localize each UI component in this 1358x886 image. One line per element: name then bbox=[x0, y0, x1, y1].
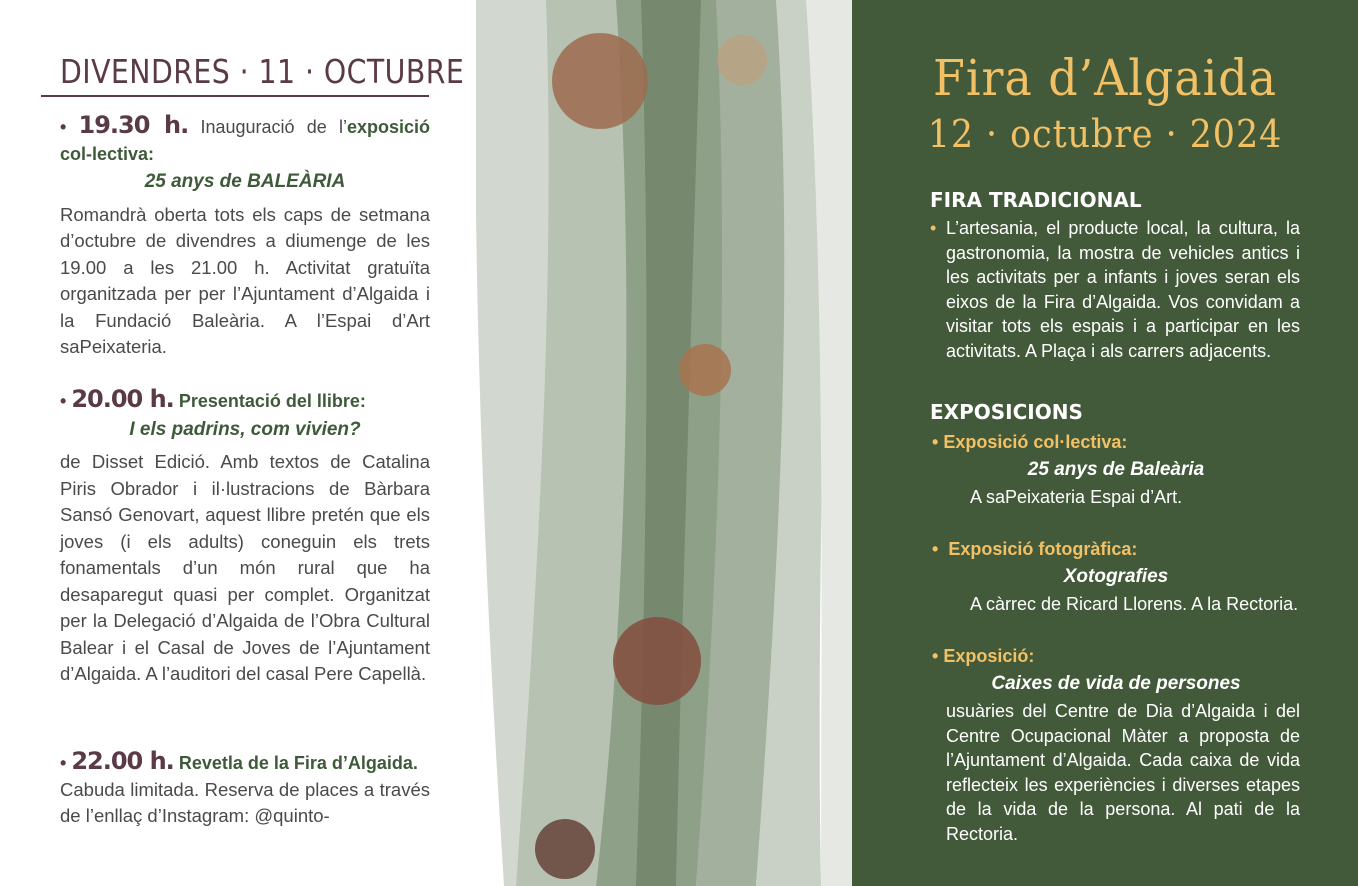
exhibition-label: Exposició col·lectiva: bbox=[943, 432, 1128, 452]
right-panel bbox=[852, 0, 1358, 886]
bullet: • bbox=[932, 646, 939, 666]
day-title: DIVENDRES · 11 · OCTUBRE bbox=[60, 52, 465, 91]
event-time: 20.00 h. bbox=[71, 385, 174, 413]
event-lead: Inauguració de l’ bbox=[200, 117, 347, 137]
section-body-fira bbox=[930, 216, 1300, 363]
bullet: • bbox=[932, 539, 939, 559]
bullet: • bbox=[932, 432, 939, 452]
event-subtitle: 25 anys de BALEÀRIA bbox=[144, 171, 346, 192]
left-panel bbox=[0, 0, 476, 886]
section-heading-fira: FIRA TRADICIONAL bbox=[930, 188, 1142, 212]
section-heading-exposicions: EXPOSICIONS bbox=[930, 400, 1083, 424]
event-body: Romandrà oberta tots els caps de setmana d’octubre de divendres a diumenge de les 19.00 a les 21.00 h. Activitat gratuïta organitzada per per l’Ajuntament d’Algaida i la Fundació Baleària. A l’Espai d’Art saPeixateria. bbox=[60, 203, 430, 357]
exhibition-title: 25 anys de Baleària bbox=[1027, 459, 1205, 480]
event-lead-bold: Revetla de la Fira d’Algaida. bbox=[178, 753, 418, 773]
stripes-artwork bbox=[476, 0, 852, 886]
bullet: • bbox=[60, 117, 67, 137]
event-body: de Disset Edició. Amb textos de Catalina Piris Obrador i il·lustracions de Bàrbara Sansó Genovart, aquest llibre pretén que els joves (i els adults) coneguin els trets fonamentals d’un món rural que ha desaparegut quasi per complet. Organitzat per la Delegació d’Algaida de l’Obra Cultural Balear i el Casal de Joves de l’Ajuntament d’Algaida. A l’auditori del casal Pere Capellà. bbox=[60, 451, 430, 684]
event-subtitle: I els padrins, com vivien? bbox=[129, 418, 361, 440]
event-lead-bold: exposició col-lectiva: bbox=[60, 117, 430, 164]
exhibition-label: Exposició fotogràfica: bbox=[948, 539, 1138, 559]
event-body: Cabuda limitada. Reserva de places a través de l’enllaç d’Instagram: @quinto- bbox=[60, 778, 430, 826]
exhibition-title: Caixes de vida de persones bbox=[991, 673, 1241, 694]
fira-description: L’artesania, el producte local, la cultura, la gastronomia, la mostra de vehicles antics i les activitats per a infants i joves seran els eixos de la Fira d’Algaida. Vos convidam a visitar tots els espais i a participar en les activitats. A Plaça i als carrers adjacents. bbox=[946, 218, 1300, 361]
event-2000 bbox=[60, 386, 430, 688]
exhibition-detail: A càrrec de Ricard Llorens. A la Rectoria. bbox=[970, 594, 1299, 614]
exhibition-title: Xotografies bbox=[1063, 566, 1169, 587]
title-underline bbox=[41, 95, 429, 97]
exhibition-item bbox=[932, 539, 1300, 615]
exhibition-detail: A saPeixateria Espai d’Art. bbox=[970, 487, 1183, 507]
bullet: • bbox=[60, 391, 67, 411]
exhibition-item bbox=[932, 432, 1300, 508]
exhibition-label: Exposició: bbox=[943, 646, 1035, 666]
bullet: • bbox=[60, 753, 67, 773]
fair-title: Fira d’Algaida bbox=[932, 49, 1277, 107]
event-time: 19.30 h. bbox=[78, 111, 189, 139]
fair-date: 12 · octubre · 2024 bbox=[927, 112, 1283, 156]
event-2200 bbox=[60, 748, 430, 830]
exhibition-detail: usuàries del Centre de Dia d’Algaida i del Centre Ocupacional Màter a proposta de l’Ajuntament d’Algaida. Cada caixa de vida reflecteix les experiències i diverses etapes de la vida de la persona. Al pati de la Rectoria. bbox=[946, 701, 1300, 844]
event-lead-bold: Presentació del llibre: bbox=[178, 391, 366, 411]
exhibition-item bbox=[932, 646, 1300, 846]
decorative-stripes bbox=[476, 0, 852, 886]
event-1930 bbox=[60, 112, 430, 361]
event-time: 22.00 h. bbox=[71, 747, 174, 775]
bullet: • bbox=[930, 218, 937, 238]
